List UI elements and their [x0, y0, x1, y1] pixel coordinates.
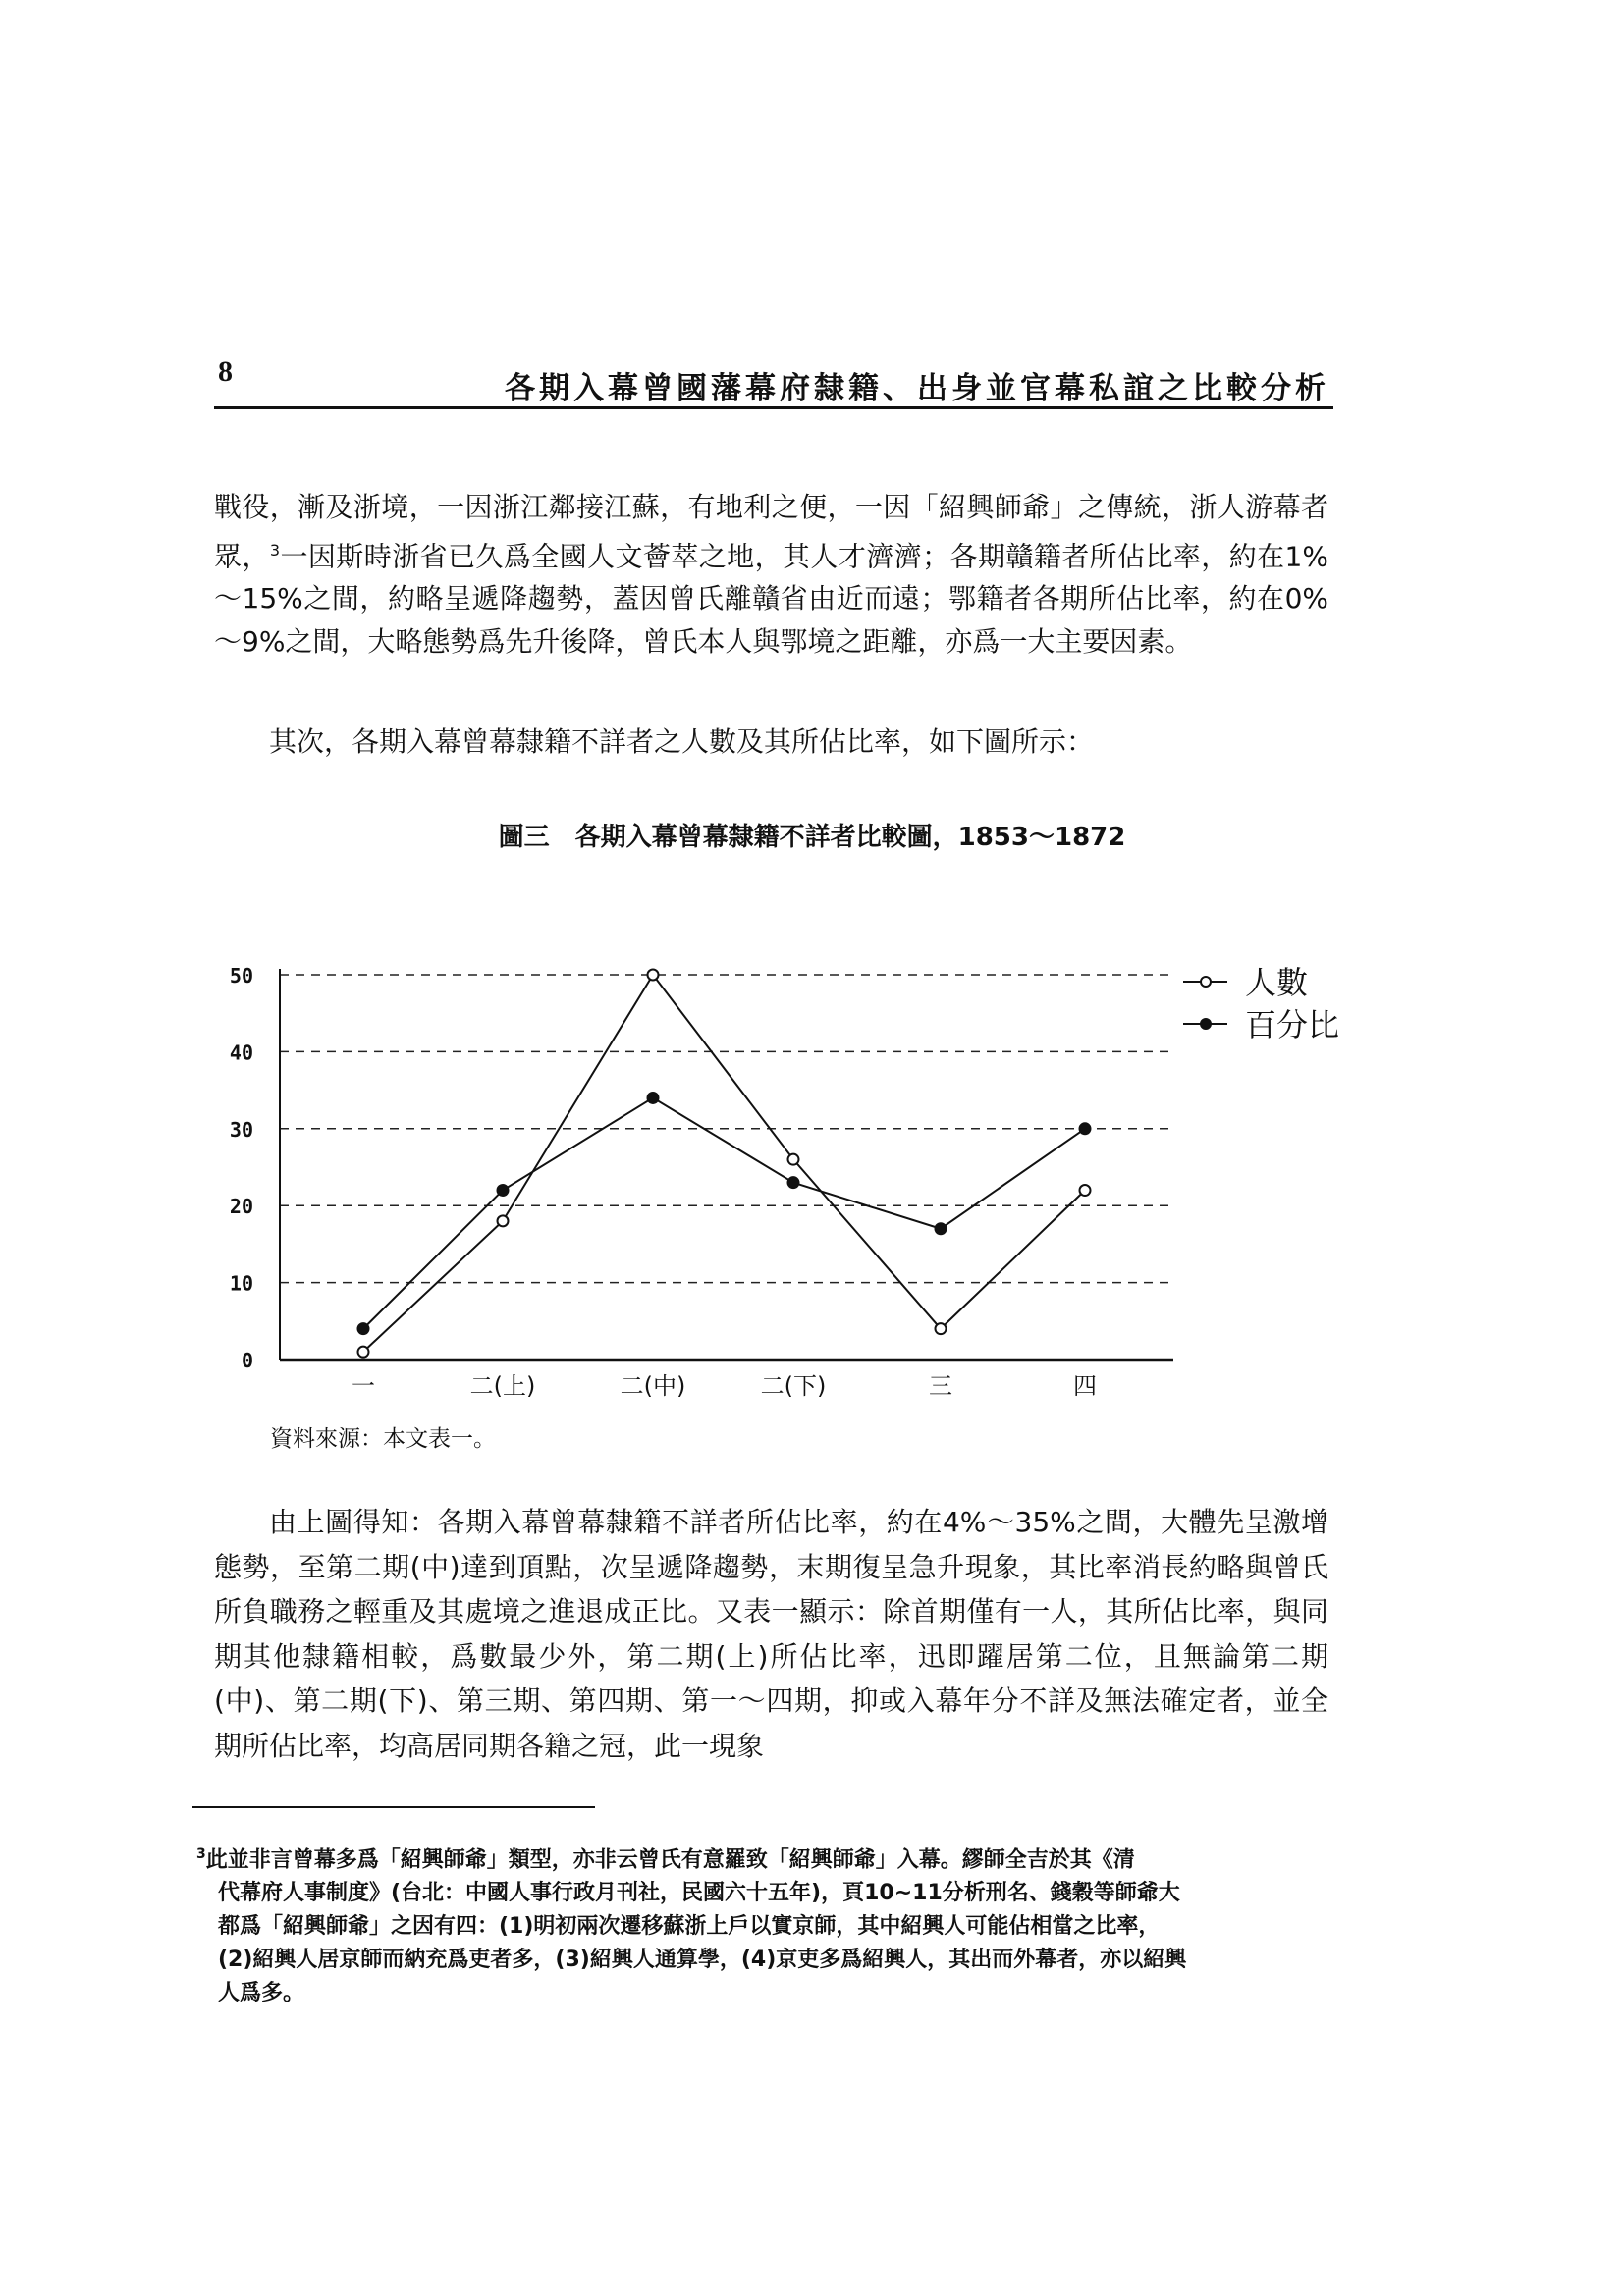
data-point — [358, 1347, 369, 1358]
x-tick-label: 二(中) — [620, 1372, 686, 1400]
paragraph-1-text-b: 一因斯時浙省已久爲全國人文薈萃之地，其人才濟濟；各期贛籍者所佔比率，約在1%～15%之間，約略呈遞降趨勢，蓋因曾氏離贛省由近而遠；鄂籍者各期所佔比率，約在0%～9%之間，大略態勢爲先升後降，曾氏本人與鄂境之距離，亦爲一大主要因素。 — [214, 539, 1328, 658]
footnote — [196, 1838, 1316, 2010]
footnote-marker: 3 — [196, 1846, 206, 1862]
data-point — [1080, 1185, 1091, 1196]
data-point — [358, 1323, 369, 1334]
x-tick-label: 二(上) — [469, 1372, 536, 1400]
data-point — [498, 1185, 509, 1196]
legend-label: 百分比 — [1245, 1006, 1340, 1043]
data-point — [936, 1323, 947, 1334]
data-point — [648, 1093, 659, 1103]
paragraph-3: 由上圖得知：各期入幕曾幕隸籍不詳者所佔比率，約在4%～35%之間，大體先呈激增態勢，至第二期(中)達到頂點，次呈遞降趨勢，末期復呈急升現象，其比率消長約略與曾氏所負職務之輕重及其處境之進退成正比。又表一顯示：除首期僅有一人，其所佔比率，與同期其他隸籍相較，爲數最少外，第二期(上)所佔比率，迅即躍居第二位，且無論第二期(中)、第二期(下)、第三期、第四期、第一～四期，抑或入幕年分不詳及無法確定者，並全期所佔比率，均高居同期各籍之冠，此一現象 — [214, 1506, 1328, 1762]
legend-label: 人數 — [1245, 964, 1309, 1001]
footnote-line-3: 都爲「紹興師爺」之因有四：(1)明初兩次遷移蘇浙上戶以實京師，其中紹興人可能佔相當之比率， — [218, 1914, 1161, 1940]
paragraph-2: 其次，各期入幕曾幕隸籍不詳者之人數及其所佔比率，如下圖所示： — [269, 725, 1095, 758]
y-tick-label: 0 — [241, 1349, 253, 1372]
figure-title: 圖三 各期入幕曾幕隸籍不詳者比較圖，1853～1872 — [498, 823, 1126, 852]
footnote-ref-3[interactable]: 3 — [269, 540, 281, 560]
legend-marker — [1201, 1019, 1211, 1029]
x-tick-label: 一 — [352, 1372, 375, 1400]
data-point — [788, 1154, 799, 1165]
footnote-line-1-text: 此並非言曾幕多爲「紹興師爺」類型，亦非云曾氏有意羅致「紹興師爺」入幕。繆師全吉於其《清 — [205, 1847, 1135, 1873]
y-tick-label: 30 — [229, 1117, 253, 1142]
y-tick-label: 20 — [229, 1195, 253, 1219]
data-point — [788, 1177, 799, 1188]
running-title: 各期入幕曾國藩幕府隸籍、出身並官幕私誼之比較分析 — [505, 371, 1329, 406]
page-number: 8 — [218, 355, 233, 388]
y-tick-label: 10 — [229, 1271, 253, 1296]
footnote-rule — [192, 1806, 595, 1808]
series-line-1 — [363, 975, 1085, 1352]
y-tick-label: 50 — [229, 964, 253, 988]
footnote-line-1 — [196, 1838, 1316, 1877]
data-point — [936, 1223, 947, 1234]
y-tick-label: 40 — [229, 1041, 253, 1065]
data-point — [498, 1215, 509, 1226]
data-point — [648, 970, 659, 981]
x-tick-label: 二(下) — [760, 1372, 827, 1400]
footnote-line-2: 代幕府人事制度》(台北：中國人事行政月刊社，民國六十五年)，頁10~11分析刑名、錢穀等師爺大 — [218, 1881, 1180, 1906]
footnote-line-4: (2)紹興人居京師而納充爲吏者多，(3)紹興人通算學，(4)京吏多爲紹興人，其出而外幕者，亦以紹興 — [218, 1948, 1187, 1973]
data-point — [1080, 1123, 1091, 1134]
x-tick-label: 四 — [1073, 1372, 1097, 1400]
footnote-line-5: 人爲多。 — [218, 1981, 305, 2006]
paragraph-1-text-a: 戰役，漸及浙境，一因浙江鄰接江蘇，有地利之便，一因「紹興師爺」之傳統，浙人游幕者眾， — [214, 491, 1328, 572]
figure-source: 資料來源：本文表一。 — [270, 1426, 496, 1452]
legend-marker — [1201, 977, 1211, 987]
x-tick-label: 三 — [929, 1372, 952, 1400]
